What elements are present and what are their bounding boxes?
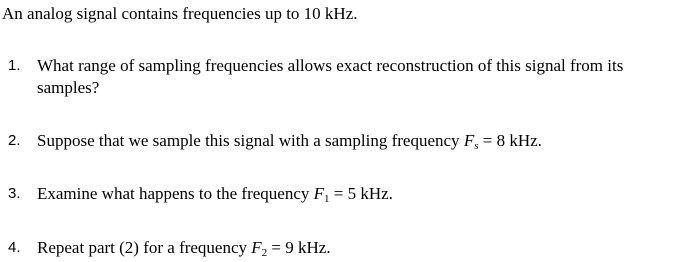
- frequency-symbol: F: [313, 184, 325, 203]
- frequency-symbol: F: [463, 131, 475, 150]
- question-text-after: = 5 kHz.: [329, 184, 393, 203]
- frequency-subscript: 1: [324, 193, 330, 205]
- problem-intro: An analog signal contains frequencies up to 10 kHz.: [2, 4, 358, 23]
- question-text-before: Suppose that we sample this signal with a sampling frequency: [37, 131, 464, 150]
- question-number: 2.: [8, 132, 21, 149]
- question-text: What range of sampling frequencies allows exact reconstruction of this signal from its samples?: [37, 56, 624, 97]
- question-number: 4.: [8, 239, 21, 256]
- question-text-before: Examine what happens to the frequency: [37, 184, 314, 203]
- question-text-before: Repeat part (2) for a frequency: [37, 238, 252, 257]
- question-text: [37, 237, 673, 259]
- question-text-after: = 9 kHz.: [267, 238, 331, 257]
- question-text-after: = 8 kHz.: [478, 131, 542, 150]
- frequency-symbol: F: [251, 238, 262, 257]
- frequency-subscript: s: [474, 140, 479, 152]
- question-text: [37, 183, 673, 205]
- question-text: [37, 130, 673, 152]
- question-number: 1.: [8, 57, 21, 74]
- question-number: 3.: [8, 185, 21, 202]
- frequency-subscript: 2: [261, 247, 268, 259]
